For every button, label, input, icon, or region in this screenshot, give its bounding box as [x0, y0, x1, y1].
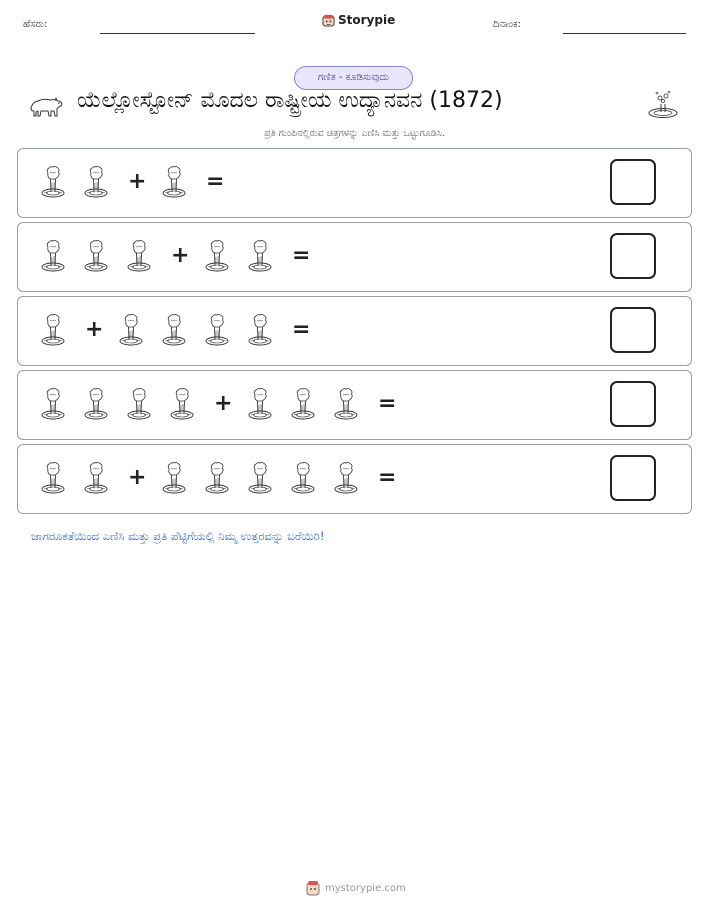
geyser-icon — [40, 461, 66, 495]
geyser-icon — [204, 313, 230, 347]
date-line[interactable] — [563, 33, 686, 34]
geyser-icon — [204, 461, 230, 495]
plus-sign: + — [85, 317, 104, 342]
geyser-icon — [290, 461, 316, 495]
geyser-icon — [40, 313, 66, 347]
problem-row — [17, 444, 692, 514]
footer-url[interactable]: mystorypie.com — [325, 882, 406, 894]
geyser-icon — [118, 313, 144, 347]
plus-sign: + — [128, 465, 147, 490]
storypie-brand — [322, 13, 395, 27]
geyser-icon — [646, 90, 680, 120]
geyser-icon — [290, 387, 316, 421]
instruction-text: ಜಾಗರೂಕತೆಯಿಂದ ಎಣಿಸಿ ಮತ್ತು ಪ್ರತಿ ಪೆಟ್ಟಿಗೆಯಲ್ಲಿ ನಿಮ್ಮ ಉತ್ತರವನ್ನು ಬರೆಯಿರಿ! — [31, 529, 325, 543]
geyser-icon — [161, 461, 187, 495]
geyser-icon — [247, 387, 273, 421]
geyser-icon — [83, 165, 109, 199]
answer-box[interactable] — [610, 233, 656, 279]
geyser-icon — [83, 239, 109, 273]
geyser-icon — [169, 387, 195, 421]
problem-row — [17, 148, 692, 218]
storypie-logo-icon — [322, 14, 335, 27]
geyser-icon — [247, 313, 273, 347]
answer-box[interactable] — [610, 455, 656, 501]
geyser-icon — [161, 313, 187, 347]
geyser-icon — [40, 387, 66, 421]
equals-sign: = — [206, 169, 225, 194]
answer-box[interactable] — [610, 381, 656, 427]
answer-box[interactable] — [610, 159, 656, 205]
problem-row — [17, 296, 692, 366]
category-pill: ಗಣಿತ - ಕೂಡಿಸುವುದು — [294, 66, 413, 90]
geyser-icon — [83, 387, 109, 421]
plus-sign: + — [214, 391, 233, 416]
answer-box[interactable] — [610, 307, 656, 353]
equals-sign: = — [378, 465, 397, 490]
footer — [306, 880, 406, 896]
geyser-icon — [126, 387, 152, 421]
geyser-icon — [161, 165, 187, 199]
geyser-icon — [126, 239, 152, 273]
plus-sign: + — [128, 169, 147, 194]
geyser-icon — [40, 165, 66, 199]
geyser-icon — [247, 239, 273, 273]
geyser-icon — [247, 461, 273, 495]
name-label: ಹೆಸರು: — [23, 19, 48, 30]
plus-sign: + — [171, 243, 190, 268]
equals-sign: = — [292, 243, 311, 268]
storypie-footer-logo-icon — [306, 880, 320, 896]
name-line[interactable] — [100, 33, 255, 34]
equals-sign: = — [292, 317, 311, 342]
equals-sign: = — [378, 391, 397, 416]
problem-row — [17, 222, 692, 292]
brand-name: Storypie — [338, 13, 396, 27]
geyser-icon — [333, 387, 359, 421]
geyser-icon — [40, 239, 66, 273]
bear-icon — [28, 92, 64, 120]
problem-row — [17, 370, 692, 440]
geyser-icon — [204, 239, 230, 273]
date-label: ದಿನಾಂಕ: — [493, 19, 521, 30]
page-title: ಯೆಲ್ಲೋಸ್ಟೋನ್ ಮೊದಲ ರಾಷ್ಟ್ರೀಯ ಉದ್ಯಾನವನ (1872) — [77, 88, 503, 113]
geyser-icon — [333, 461, 359, 495]
geyser-icon — [83, 461, 109, 495]
subtitle: ಪ್ರತಿ ಗುಂಪಿನಲ್ಲಿರುವ ಚಿತ್ರಗಳನ್ನು ಎಣಿಸಿ ಮತ್ತು ಒಟ್ಟುಗೂಡಿಸಿ. — [264, 128, 445, 139]
